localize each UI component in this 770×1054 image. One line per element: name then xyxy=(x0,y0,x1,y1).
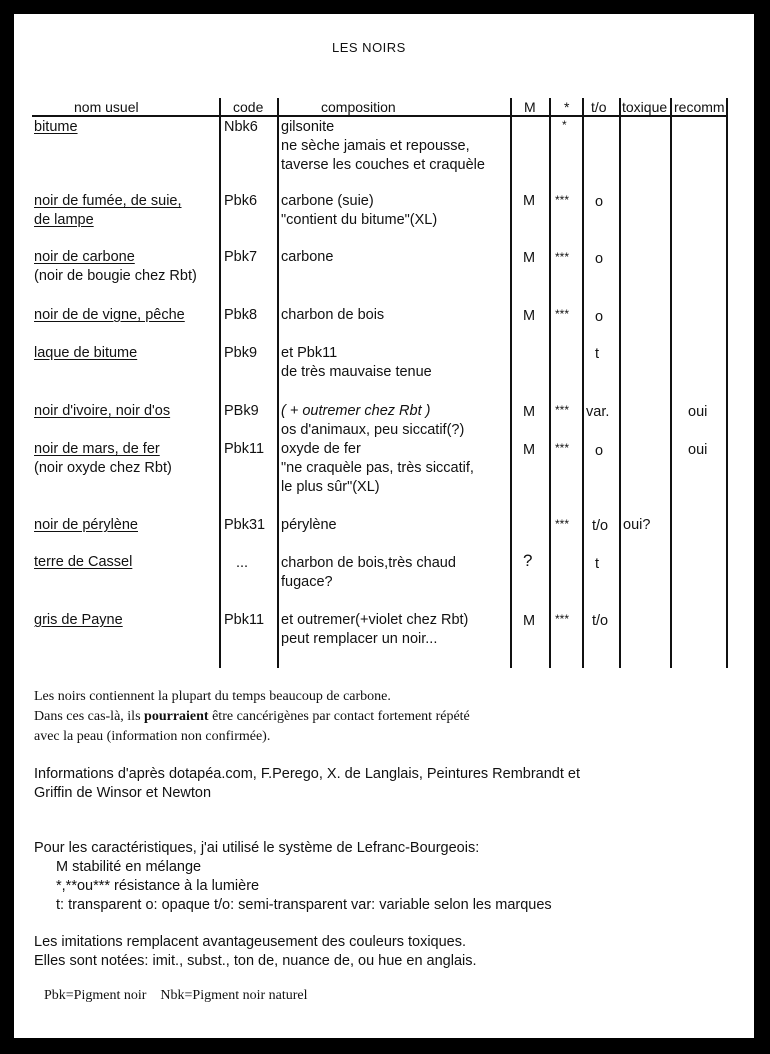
row-composition: charbon de bois,très chaud xyxy=(281,555,456,571)
row-transparency: t/o xyxy=(592,518,609,534)
row-mixing-stability: M xyxy=(523,442,536,458)
row-transparency: o xyxy=(595,309,604,325)
row-transparency: var. xyxy=(586,404,610,420)
row-lightfastness: *** xyxy=(555,612,570,626)
row-name: laque de bitume xyxy=(34,345,138,361)
row-name: noir de fumée, de suie, xyxy=(34,193,182,209)
row-name: noir de carbone xyxy=(34,249,135,265)
legend-line: t: transparent o: opaque t/o: semi-transparent var: variable selon les marques xyxy=(56,897,552,913)
column-divider xyxy=(582,98,584,668)
row-name: noir de de vigne, pêche xyxy=(34,307,185,323)
row-transparency: o xyxy=(595,251,604,267)
legend-line: *,**ou*** résistance à la lumière xyxy=(56,878,260,894)
row-composition: gilsonite xyxy=(281,119,335,135)
table-header-rule xyxy=(32,115,728,117)
row-composition: et outremer(+violet chez Rbt) xyxy=(281,612,469,628)
row-composition: taverse les couches et craquèle xyxy=(281,157,485,173)
column-divider xyxy=(510,98,512,668)
row-lightfastness: *** xyxy=(555,193,570,207)
row-composition: ( + outremer chez Rbt ) xyxy=(281,403,431,419)
row-name: (noir de bougie chez Rbt) xyxy=(34,268,197,284)
row-toxic: oui? xyxy=(623,517,651,533)
row-transparency: t xyxy=(595,346,600,362)
row-composition: charbon de bois xyxy=(281,307,385,323)
row-mixing-stability: M xyxy=(523,308,536,324)
row-name: de lampe xyxy=(34,212,94,228)
row-name: (noir oxyde chez Rbt) xyxy=(34,460,172,476)
sources-note xyxy=(34,765,580,803)
row-mixing-stability: ? xyxy=(523,551,533,570)
row-composition: de très mauvaise tenue xyxy=(281,364,432,380)
row-code: ... xyxy=(236,555,249,571)
document-page xyxy=(14,14,754,1038)
carbon-note-line: avec la peau (information non confirmée). xyxy=(34,729,271,744)
row-code: Pbk6 xyxy=(224,193,258,209)
header-recomm: recomm xyxy=(674,99,725,115)
row-name: bitume xyxy=(34,119,78,135)
row-composition: oxyde de fer xyxy=(281,441,361,457)
header-star: * xyxy=(564,99,570,115)
row-recommended: oui xyxy=(688,442,708,458)
row-transparency: o xyxy=(595,443,604,459)
row-composition: peut remplacer un noir... xyxy=(281,631,438,647)
row-name: terre de Cassel xyxy=(34,554,133,570)
carbon-note-emphasis: pourraient xyxy=(144,709,209,724)
row-code: Pbk7 xyxy=(224,249,258,265)
row-code: PBk9 xyxy=(224,403,259,419)
row-composition: fugace? xyxy=(281,574,333,590)
row-composition: pérylène xyxy=(281,517,337,533)
row-code: Pbk8 xyxy=(224,307,258,323)
row-composition: "ne craquèle pas, très siccatif, xyxy=(281,460,474,476)
carbon-note-text: être cancérigènes par contact fortement répété xyxy=(208,709,470,724)
row-lightfastness: *** xyxy=(555,517,570,531)
column-divider xyxy=(670,98,672,668)
row-composition: le plus sûr"(XL) xyxy=(281,479,380,495)
row-composition: "contient du bitume"(XL) xyxy=(281,212,438,228)
row-lightfastness: *** xyxy=(555,403,570,417)
legend-note xyxy=(34,839,552,915)
imitations-note xyxy=(34,933,477,971)
sources-line: Griffin de Winsor et Newton xyxy=(34,785,212,801)
column-divider xyxy=(219,98,221,668)
row-composition: carbone (suie) xyxy=(281,193,374,209)
legend-line: M stabilité en mélange xyxy=(56,859,202,875)
row-name: noir de mars, de fer xyxy=(34,441,160,457)
row-mixing-stability: M xyxy=(523,250,536,266)
imitations-line: Les imitations remplacent avantageusement des couleurs toxiques. xyxy=(34,934,467,950)
row-code: Nbk6 xyxy=(224,119,258,135)
header-m: M xyxy=(524,99,536,115)
sources-line: Informations d'après dotapéa.com, F.Perego, X. de Langlais, Peintures Rembrandt et xyxy=(34,766,581,782)
row-transparency: o xyxy=(595,194,604,210)
row-composition: carbone xyxy=(281,249,334,265)
legend-line: Pour les caractéristiques, j'ai utilisé le système de Lefranc-Bourgeois: xyxy=(34,840,480,856)
carbon-note-text: Dans ces cas-là, ils xyxy=(34,709,145,724)
row-code: Pbk11 xyxy=(224,441,265,457)
row-code: Pbk11 xyxy=(224,612,265,628)
row-composition: os d'animaux, peu siccatif(?) xyxy=(281,422,465,438)
codes-note: Pbk=Pigment noir Nbk=Pigment noir naturel xyxy=(44,988,308,1003)
column-divider xyxy=(277,98,279,668)
row-composition: et Pbk11 xyxy=(281,345,338,361)
row-code: Pbk31 xyxy=(224,517,266,533)
row-name: noir d'ivoire, noir d'os xyxy=(34,403,171,419)
carbon-note-line xyxy=(34,707,470,727)
row-mixing-stability: M xyxy=(523,613,536,629)
header-composition: composition xyxy=(321,99,396,115)
row-lightfastness: * xyxy=(562,118,567,132)
header-toxique: toxique xyxy=(622,99,668,115)
row-code: Pbk9 xyxy=(224,345,258,361)
row-name: noir de pérylène xyxy=(34,517,138,533)
row-composition: ne sèche jamais et repousse, xyxy=(281,138,470,154)
column-divider xyxy=(619,98,621,668)
row-transparency: t/o xyxy=(592,613,609,629)
row-lightfastness: *** xyxy=(555,250,570,264)
column-divider xyxy=(549,98,551,668)
imitations-line: Elles sont notées: imit., subst., ton de, nuance de, ou hue en anglais. xyxy=(34,953,477,969)
row-transparency: t xyxy=(595,556,600,572)
header-nom-usuel: nom usuel xyxy=(74,99,139,115)
row-lightfastness: *** xyxy=(555,307,570,321)
header-code: code xyxy=(233,99,264,115)
carbon-note xyxy=(34,687,470,747)
row-name: gris de Payne xyxy=(34,612,123,628)
header-to: t/o xyxy=(591,99,607,115)
page-title: LES NOIRS xyxy=(332,40,406,55)
carbon-note-line: Les noirs contiennent la plupart du temps beaucoup de carbone. xyxy=(34,689,391,704)
row-recommended: oui xyxy=(688,404,708,420)
column-divider xyxy=(726,98,728,668)
row-mixing-stability: M xyxy=(523,193,536,209)
row-mixing-stability: M xyxy=(523,404,536,420)
row-lightfastness: *** xyxy=(555,441,570,455)
